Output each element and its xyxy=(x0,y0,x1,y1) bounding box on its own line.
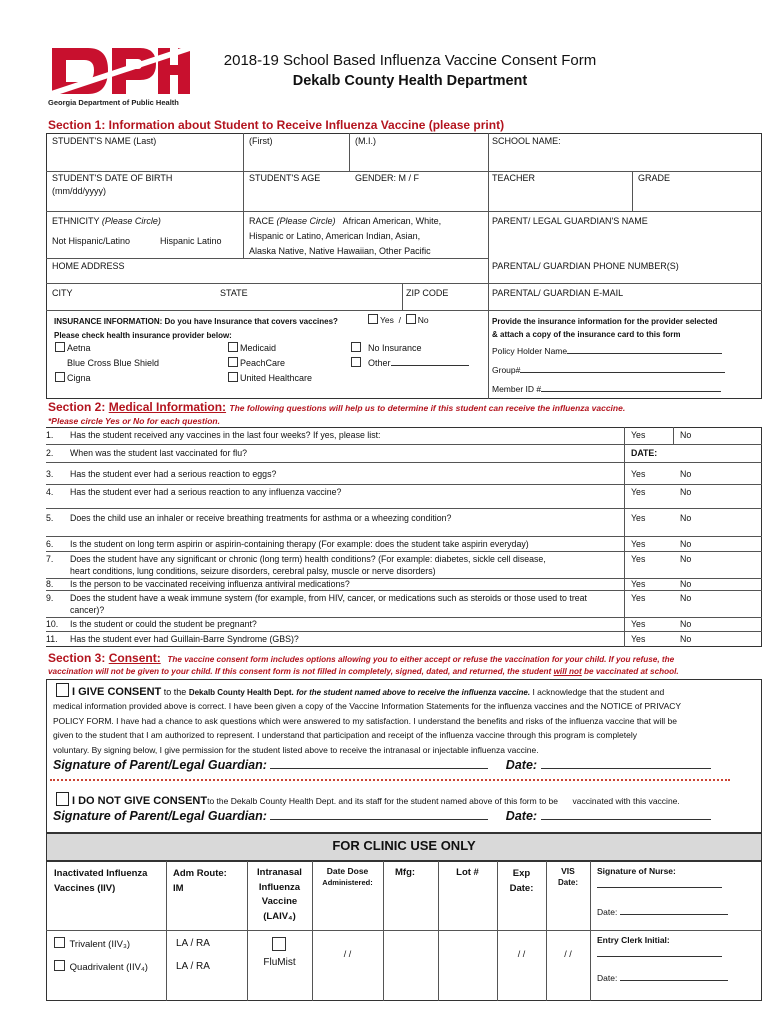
q7-no[interactable]: No xyxy=(680,554,692,564)
q10-yes[interactable]: Yes xyxy=(631,619,646,629)
q1-no[interactable]: No xyxy=(680,430,692,440)
provider-united[interactable]: United Healthcare xyxy=(228,371,312,386)
divider-dots xyxy=(50,779,730,781)
policy-holder-field[interactable]: Policy Holder Name xyxy=(492,345,722,358)
no-consent-line: I DO NOT GIVE CONSENTto the Dekalb County Health Dept. and its staff for the student named above of this form to be vaccinated with this vaccine. xyxy=(56,792,680,807)
entry-clerk-field[interactable] xyxy=(597,956,722,957)
section3-heading: Section 3: Consent: The vaccine consent form includes options allowing you to either accept or refuse the vaccination for your child. If you refuse, the xyxy=(48,651,675,665)
give-consent-checkbox[interactable] xyxy=(56,683,69,697)
exp-date-label: Exp Date: xyxy=(509,868,534,894)
form-title: 2018-19 School Based Influenza Vaccine Consent Form xyxy=(223,52,597,69)
provider-col3 xyxy=(351,341,469,371)
clinic-heading: FOR CLINIC USE ONLY xyxy=(332,838,476,853)
mi-label: (M.I.) xyxy=(355,136,376,146)
logo-caption: Georgia Department of Public Health xyxy=(48,98,179,107)
exp-date-slash[interactable]: / / xyxy=(517,949,526,959)
race-options-3[interactable]: Alaska Native, Native Hawaiian, Other Pacific xyxy=(249,246,431,256)
clerk-date-field[interactable]: Date: xyxy=(597,972,728,985)
insurance-yes-checkbox[interactable] xyxy=(368,314,378,324)
group-field[interactable]: Group# xyxy=(492,364,725,377)
q5-no[interactable]: No xyxy=(680,513,692,523)
provider-peachcare[interactable]: PeachCare xyxy=(228,356,312,371)
home-address-label: HOME ADDRESS xyxy=(52,261,125,271)
give-consent-line: I GIVE CONSENT to the Dekalb County Health Dept. for the student named above to receive the influenza vaccine. I acknowledge that the student and xyxy=(56,683,664,698)
form-subtitle: Dekalb County Health Department xyxy=(292,73,528,89)
provider-aetna[interactable]: Aetna xyxy=(55,341,159,356)
q9-yes[interactable]: Yes xyxy=(631,593,646,603)
provider-cigna[interactable]: Cigna xyxy=(55,371,159,386)
race-options-2[interactable]: Hispanic or Latino, American Indian, Asian, xyxy=(249,231,421,241)
q11-yes[interactable]: Yes xyxy=(631,634,646,644)
insurance-question: INSURANCE INFORMATION: Do you have Insurance that covers vaccines? xyxy=(54,317,338,326)
provider-col1 xyxy=(55,341,159,386)
laiv-label: Intranasal Influenza Vaccine (LAIV₄) xyxy=(257,867,302,922)
no-consent-checkbox[interactable] xyxy=(56,792,69,806)
not-hispanic-option[interactable]: Not Hispanic/Latino xyxy=(52,236,131,246)
quadrivalent-option[interactable]: Quadrivalent (IIV₄) xyxy=(54,960,148,974)
q2-date-label: DATE: xyxy=(631,448,658,458)
check-provider-label: Please check health insurance provider below: xyxy=(54,331,232,340)
entry-clerk-label: Entry Clerk Initial: xyxy=(597,935,670,945)
zip-label: ZIP CODE xyxy=(406,288,449,298)
dob-format: (mm/dd/yyyy) xyxy=(52,186,106,196)
provider-bcbs[interactable]: Blue Cross Blue Shield xyxy=(67,358,160,368)
vis-date-slash[interactable]: / / xyxy=(564,949,572,959)
q10-no[interactable]: No xyxy=(680,619,692,629)
q8-no[interactable]: No xyxy=(680,579,692,589)
q9-no[interactable]: No xyxy=(680,593,692,603)
q1-yes[interactable]: Yes xyxy=(631,430,646,440)
q6-yes[interactable]: Yes xyxy=(631,539,646,549)
insurance-yes-no[interactable]: Yes / No xyxy=(368,314,429,327)
q7-yes[interactable]: Yes xyxy=(631,554,646,564)
ethnicity-label: ETHNICITY (Please Circle) xyxy=(52,216,161,226)
adm-route-label: Adm Route: IM xyxy=(173,868,227,894)
trivalent-option[interactable]: Trivalent (IIV₃) xyxy=(54,937,130,951)
dph-logo xyxy=(48,42,198,112)
date-dose-slash[interactable]: / / xyxy=(343,949,352,959)
race-label: RACE (Please Circle) African American, White, xyxy=(249,216,442,226)
q5-yes[interactable]: Yes xyxy=(631,513,646,523)
lot-label: Lot # xyxy=(456,867,479,878)
vis-date-label: VIS Date: xyxy=(557,866,578,887)
la-ra-quadrivalent[interactable]: LA / RA xyxy=(176,961,210,972)
circle-note: *Please circle Yes or No for each question. xyxy=(48,416,220,426)
grade-label: GRADE xyxy=(638,173,671,183)
mfg-label: Mfg: xyxy=(395,867,416,878)
flumist-label: FluMist xyxy=(263,957,296,968)
iiv-label: Inactivated Influenza Vaccines (IIV) xyxy=(54,868,148,894)
member-id-field[interactable]: Member ID # xyxy=(492,383,721,396)
state-label: STATE xyxy=(220,288,248,298)
nurse-date-field[interactable]: Date: xyxy=(597,906,728,919)
q4-yes[interactable]: Yes xyxy=(631,487,646,497)
section1-heading: Section 1: Information about Student to Receive Influenza Vaccine (please print) xyxy=(48,118,505,132)
school-name-label: SCHOOL NAME: xyxy=(492,136,561,146)
date-dose-label: Date Dose Administered: xyxy=(322,866,373,887)
gender-label[interactable]: GENDER: M / F xyxy=(355,173,420,183)
consent-signature-line[interactable]: Signature of Parent/Legal Guardian: Date: xyxy=(53,758,711,772)
hispanic-option[interactable]: Hispanic Latino xyxy=(160,236,222,246)
dob-label: STUDENT'S DATE OF BIRTH xyxy=(52,173,173,183)
teacher-label: TEACHER xyxy=(492,173,536,183)
nurse-signature-label: Signature of Nurse: xyxy=(597,866,676,876)
section2-heading: Section 2: Medical Information: The following questions will help us to determine if this student can receive the influenza vaccine. xyxy=(48,400,626,414)
q3-yes[interactable]: Yes xyxy=(631,469,646,479)
q8-yes[interactable]: Yes xyxy=(631,579,646,589)
provider-col2 xyxy=(228,341,312,386)
provider-other[interactable]: Other xyxy=(351,356,469,371)
guardian-phone-label: PARENTAL/ GUARDIAN PHONE NUMBER(S) xyxy=(492,261,679,271)
city-label: CITY xyxy=(52,288,73,298)
no-consent-signature-line[interactable]: Signature of Parent/Legal Guardian: Date: xyxy=(53,809,711,823)
q3-no[interactable]: No xyxy=(680,469,692,479)
q4-no[interactable]: No xyxy=(680,487,692,497)
q6-no[interactable]: No xyxy=(680,539,692,549)
provider-no-insurance[interactable]: No Insurance xyxy=(351,341,469,356)
la-ra-trivalent[interactable]: LA / RA xyxy=(176,938,210,949)
consent-paragraph: medical information provided above is correct. I have been given a copy of the Vaccine Information Statements for the influenza vaccines and the NOTICE of PRIVACY POLICY FORM. I have had a chance to ask questions which were answered to my satisfaction. I understand the benefits and risks of the influenza vaccine that will be given to the student that I am authorized to represent. I understand that participation and receipt of the influenza vaccine through this program is completely voluntary. By signing below, I give permission for the student listed above to receive the intranasal or injectable influenza vaccine. xyxy=(53,701,682,755)
first-name-label: (First) xyxy=(249,136,273,146)
provide-info-1: Provide the insurance information for the provider selected xyxy=(492,317,718,326)
q11-no[interactable]: No xyxy=(680,634,692,644)
age-label: STUDENT'S AGE xyxy=(249,173,321,183)
provider-medicaid[interactable]: Medicaid xyxy=(228,341,312,356)
student-last-name-label: STUDENT'S NAME (Last) xyxy=(52,136,157,146)
section3-note-2: vaccination will not be given to your child. If this consent form is not filled in completely, signed, dated, and returned, the student will not be vaccinated at school. xyxy=(48,667,679,676)
provide-info-2: & attach a copy of the insurance card to this form xyxy=(492,330,681,339)
insurance-no-checkbox[interactable] xyxy=(406,314,416,324)
guardian-name-label: PARENT/ LEGAL GUARDIAN'S NAME xyxy=(492,216,648,226)
nurse-signature-field[interactable] xyxy=(597,887,722,888)
flumist-checkbox[interactable] xyxy=(272,937,286,951)
guardian-email-label: PARENTAL/ GUARDIAN E-MAIL xyxy=(492,288,624,298)
